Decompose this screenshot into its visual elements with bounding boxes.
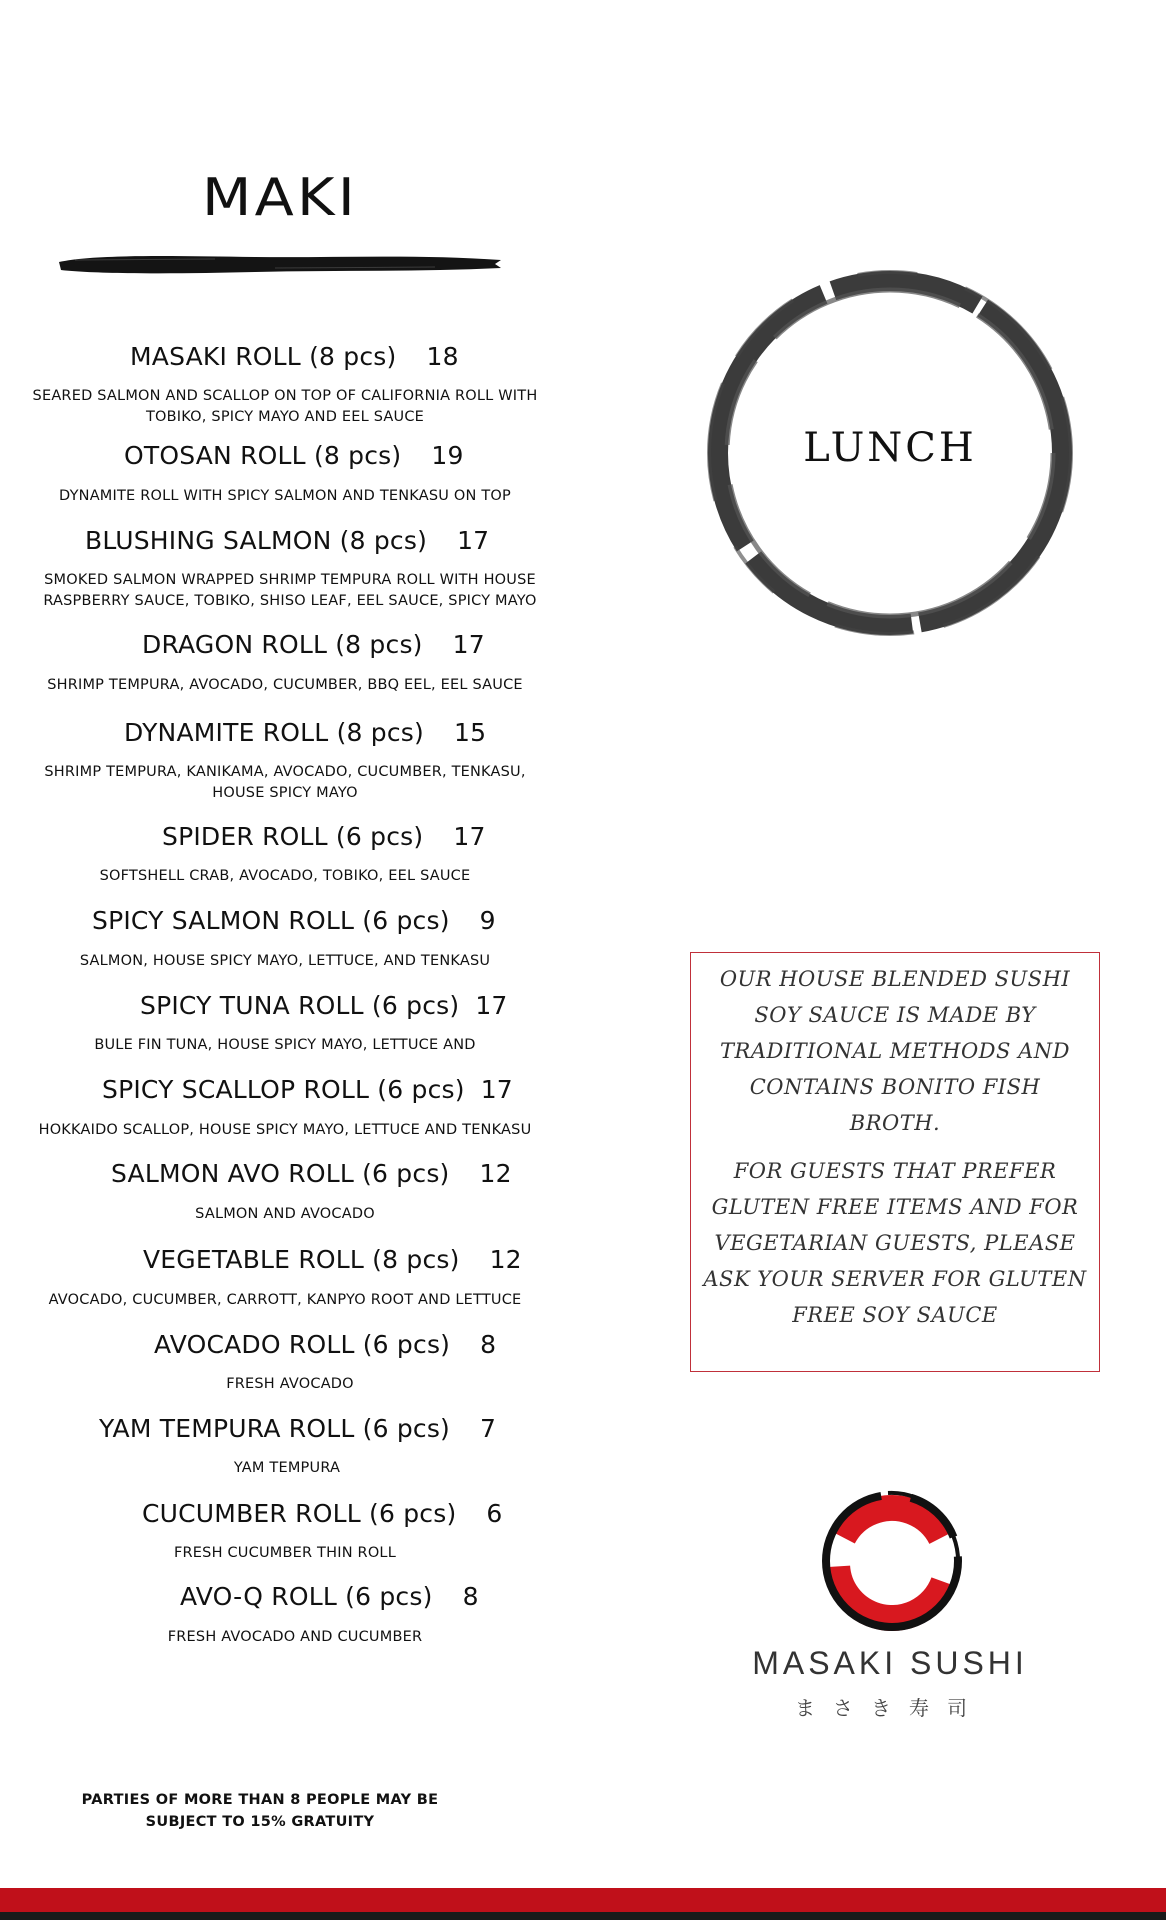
menu-item-description: SMOKED SALMON WRAPPED SHRIMP TEMPURA ROLL WITH HOUSE RASPBERRY SAUCE, TOBIKO, SHISO LEAF, EEL SAUCE, SPICY MAYO bbox=[43, 572, 537, 609]
masaki-logo-icon bbox=[818, 1485, 966, 1637]
menu-item-name: VEGETABLE ROLL (8 pcs) 12 bbox=[143, 1245, 522, 1274]
menu-item-description: DYNAMITE ROLL WITH SPICY SALMON AND TENKASU ON TOP bbox=[59, 488, 511, 504]
menu-item-name: YAM TEMPURA ROLL (6 pcs) 7 bbox=[99, 1414, 497, 1443]
menu-item-name: AVO-Q ROLL (6 pcs) 8 bbox=[180, 1582, 479, 1611]
menu-item-price: 17 bbox=[457, 526, 490, 555]
menu-item-name: AVOCADO ROLL (6 pcs) 8 bbox=[154, 1330, 497, 1359]
menu-item-description: SOFTSHELL CRAB, AVOCADO, TOBIKO, EEL SAUCE bbox=[99, 868, 471, 884]
menu-item-name: OTOSAN ROLL (8 pcs) 19 bbox=[124, 441, 464, 470]
menu-item-price: 12 bbox=[479, 1159, 512, 1188]
menu-item-name: DYNAMITE ROLL (8 pcs) 15 bbox=[124, 718, 487, 747]
menu-item-name: SPICY TUNA ROLL (6 pcs) 17 bbox=[140, 991, 508, 1020]
footer-red-stripe bbox=[0, 1888, 1166, 1912]
menu-item-price: 17 bbox=[475, 991, 508, 1020]
brand-name: MASAKI SUSHI bbox=[752, 1645, 1028, 1681]
menu-item-price: 17 bbox=[480, 1075, 513, 1104]
menu-item-price: 7 bbox=[480, 1414, 497, 1443]
notice-paragraph: OUR HOUSE BLENDED SUSHI SOY SAUCE IS MADE BY TRADITIONAL METHODS AND CONTAINS BONITO FISH BROTH. bbox=[719, 967, 1071, 1135]
menu-item-description: HOKKAIDO SCALLOP, HOUSE SPICY MAYO, LETTUCE AND TENKASU bbox=[38, 1122, 532, 1138]
menu-item-price: 9 bbox=[479, 906, 496, 935]
menu-item-description: SHRIMP TEMPURA, KANIKAMA, AVOCADO, CUCUMBER, TENKASU, HOUSE SPICY MAYO bbox=[44, 764, 526, 801]
menu-item-description: BULE FIN TUNA, HOUSE SPICY MAYO, LETTUCE AND bbox=[94, 1037, 476, 1053]
menu-item-price: 8 bbox=[462, 1582, 479, 1611]
menu-item-name: SPICY SALMON ROLL (6 pcs) 9 bbox=[92, 906, 496, 935]
menu-item-price: 18 bbox=[426, 342, 459, 371]
lunch-label: LUNCH bbox=[803, 425, 977, 471]
menu-item-description: SALMON AND AVOCADO bbox=[195, 1206, 375, 1222]
notice-paragraph: FOR GUESTS THAT PREFER GLUTEN FREE ITEMS AND FOR VEGETARIAN GUESTS, PLEASE ASK YOUR SERVER FOR GLUTEN FREE SOY SAUCE bbox=[703, 1159, 1087, 1327]
maki-menu-list bbox=[0, 0, 580, 1700]
section-title: MAKI bbox=[201, 168, 359, 228]
menu-item-price: 6 bbox=[486, 1499, 503, 1528]
menu-item-description: SHRIMP TEMPURA, AVOCADO, CUCUMBER, BBQ EEL, EEL SAUCE bbox=[47, 677, 523, 693]
menu-item-price: 17 bbox=[452, 630, 485, 659]
menu-item-name: MASAKI ROLL (8 pcs) 18 bbox=[130, 342, 459, 371]
footer-black-stripe bbox=[0, 1912, 1166, 1920]
menu-item-description: SALMON, HOUSE SPICY MAYO, LETTUCE, AND TENKASU bbox=[79, 953, 491, 969]
menu-item-name: SPICY SCALLOP ROLL (6 pcs) 17 bbox=[102, 1075, 513, 1104]
menu-item-description: FRESH AVOCADO AND CUCUMBER bbox=[167, 1629, 423, 1645]
menu-item-name: BLUSHING SALMON (8 pcs) 17 bbox=[85, 526, 490, 555]
menu-item-description: FRESH AVOCADO bbox=[226, 1376, 354, 1392]
menu-item-description: AVOCADO, CUCUMBER, CARROTT, KANPYO ROOT AND LETTUCE bbox=[48, 1292, 522, 1308]
menu-item-name: CUCUMBER ROLL (6 pcs) 6 bbox=[142, 1499, 503, 1528]
menu-item-price: 8 bbox=[480, 1330, 497, 1359]
menu-item-price: 19 bbox=[431, 441, 464, 470]
menu-item-name: SPIDER ROLL (6 pcs) 17 bbox=[162, 822, 486, 851]
brand-japanese-name: まさき寿司 bbox=[795, 1696, 985, 1720]
menu-item-description: FRESH CUCUMBER THIN ROLL bbox=[173, 1545, 396, 1561]
menu-item-price: 17 bbox=[453, 822, 486, 851]
menu-item-description: YAM TEMPURA bbox=[233, 1460, 341, 1476]
menu-item-name: SALMON AVO ROLL (6 pcs) 12 bbox=[111, 1159, 512, 1188]
menu-item-description: SEARED SALMON AND SCALLOP ON TOP OF CALIFORNIA ROLL WITH TOBIKO, SPICY MAYO AND EEL SAUCE bbox=[32, 388, 538, 425]
menu-item-price: 15 bbox=[453, 718, 487, 747]
menu-item-name: DRAGON ROLL (8 pcs) 17 bbox=[142, 630, 485, 659]
menu-item-price: 12 bbox=[489, 1245, 522, 1274]
soy-sauce-notice bbox=[690, 952, 1100, 1372]
gratuity-note: PARTIES OF MORE THAN 8 PEOPLE MAY BE SUBJECT TO 15% GRATUITY bbox=[81, 1792, 439, 1830]
